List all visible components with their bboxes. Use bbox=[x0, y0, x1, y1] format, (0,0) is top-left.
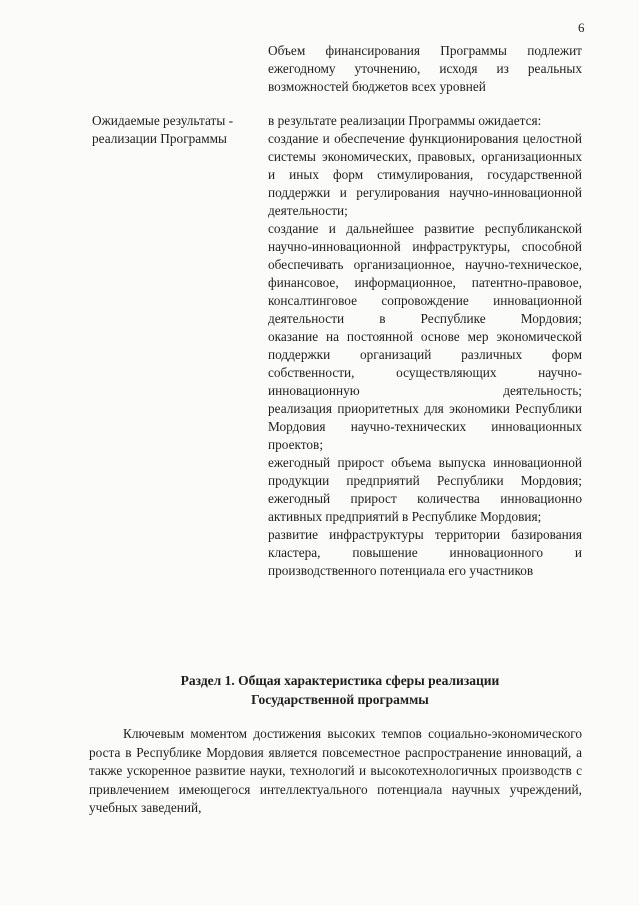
page-number: 6 bbox=[578, 20, 585, 35]
section-title bbox=[60, 671, 620, 709]
results-item: создание и дальнейшее развитие республиканской научно-инновационной инфраструктуры, способной обеспечивать организационное, научно-техническое, финансовое, информационное, патентно-правовое, консалтинговое сопровождение инновационной деятельности в Республике Мордовия; bbox=[268, 221, 582, 326]
results-item: ежегодный прирост количества инновационно активных предприятий в Республике Мордовия; bbox=[268, 491, 582, 524]
results-item: развитие инфраструктуры территории базирования кластера, повышение инновационного и производственного потенциала его участников bbox=[268, 527, 582, 578]
results-item: реализация приоритетных для экономики Республики Мордовия научно-технических инновационных проектов; bbox=[268, 401, 582, 452]
section-title-line-1: Раздел 1. Общая характеристика сферы реализации bbox=[180, 673, 500, 688]
results-item: ежегодный прирост объема выпуска инновационной продукции предприятий Республики Мордовия; bbox=[268, 455, 582, 488]
results-label: Ожидаемые результаты - реализации Программы bbox=[92, 113, 234, 146]
results-item: оказание на постоянной основе мер экономической поддержки организаций различных форм собственности, осуществляющих научно-инновационную деятельность; bbox=[268, 329, 582, 398]
results-item: создание и обеспечение функционирования целостной системы экономических, правовых, организационных и иных форм стимулирования, государственной поддержки и регулирования научно-инновационной деятельности; bbox=[268, 131, 582, 218]
body-paragraph: Ключевым моментом достижения высоких темпов социально-экономического роста в Республике Мордовия является повсеместное распространение инноваций, а также ускоренное развитие науки, технологий и высокотехнологичных производств с привлечением имеющегося интеллектуального потенциала научных учреждений, учебных заведений, bbox=[89, 726, 582, 815]
results-intro: в результате реализации Программы ожидается: bbox=[268, 113, 542, 128]
results-list bbox=[268, 112, 582, 580]
section-title-line-2: Государственной программы bbox=[251, 692, 429, 707]
financing-note: Объем финансирования Программы подлежит ежегодному уточнению, исходя из реальных возможностей бюджетов всех уровней bbox=[268, 43, 582, 94]
